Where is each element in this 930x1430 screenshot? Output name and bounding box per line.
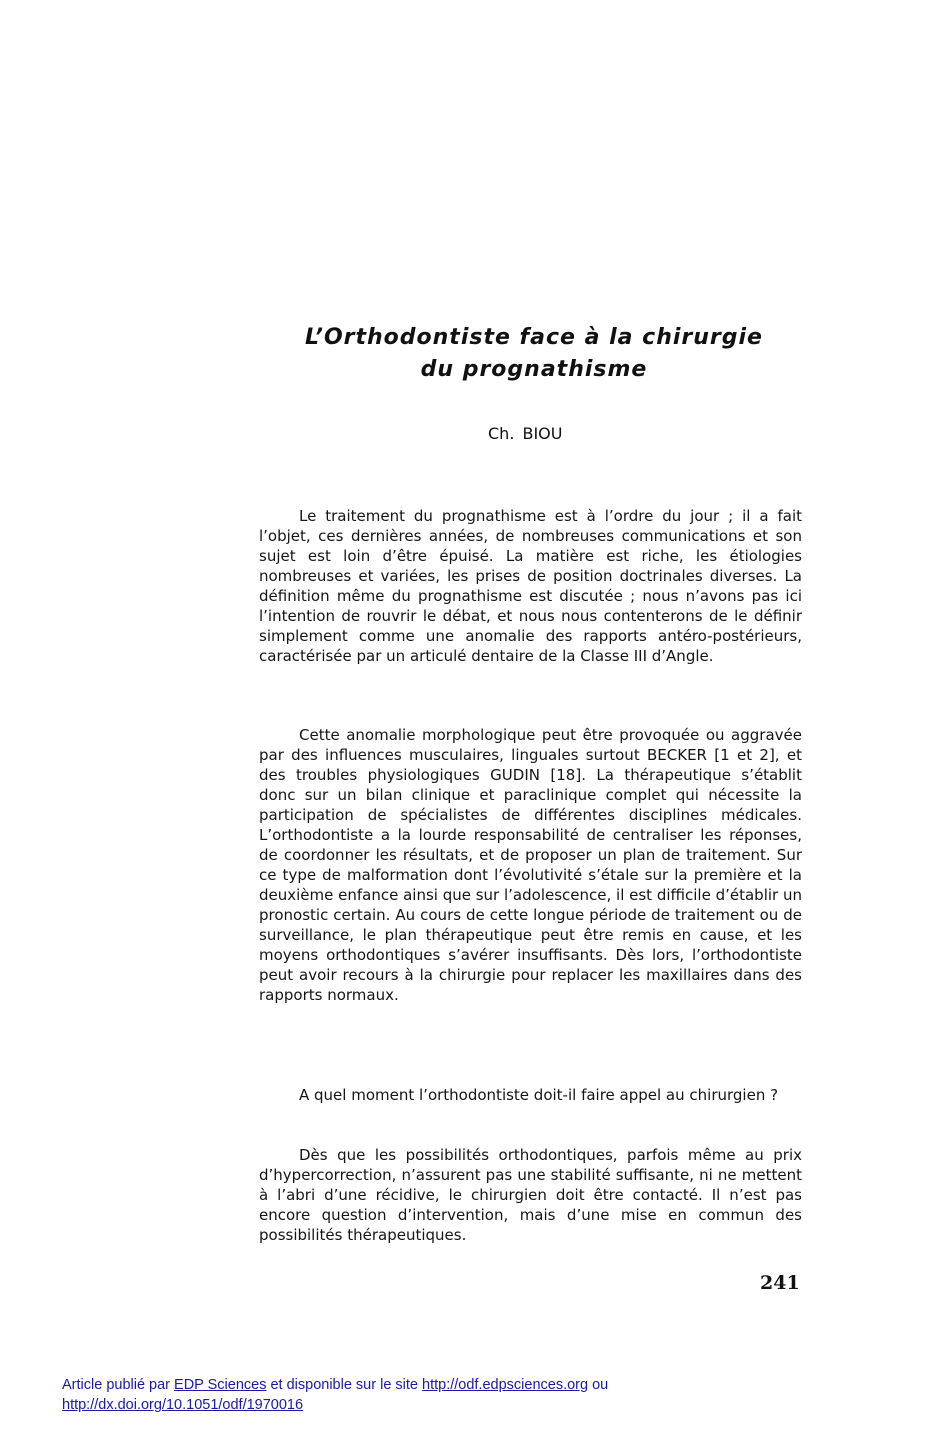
journal-site-link[interactable]: http://odf.edpsciences.org — [422, 1377, 589, 1393]
article-title-line-2: du prognathisme — [420, 357, 648, 382]
doi-link[interactable]: http://dx.doi.org/10.1051/odf/1970016 — [62, 1397, 304, 1413]
publisher-footer — [62, 1375, 902, 1415]
footer-line-2 — [62, 1395, 902, 1415]
article-author: Ch. BIOU — [488, 424, 563, 443]
footer-line-1 — [62, 1375, 902, 1395]
body-paragraph: Cette anomalie morphologique peut être provoquée ou aggravée par des influences musculaires, linguales surtout BECKER [1 et 2], et des troubles physiologiques GUDIN [18]. La thérapeutique s’établit donc sur un bilan clinique et paraclinique complet qui nécessite la participation de spécialistes de différentes disciplines médicales. L’orthodontiste a la lourde responsabilité de centraliser les réponses, de coordonner les résultats, et de proposer un plan de traitement. Sur ce type de malformation dont l’évolutivité s’étale sur la première et la deuxième enfance ainsi que sur l’adolescence, il est difficile d’établir un pronostic certain. Au cours de cette longue période de traitement ou de surveillance, le plan thérapeutique peut être remis en cause, et les moyens orthodontiques s’avérer insuffisants. Dès lors, l’orthodontiste peut avoir recours à la chirurgie pour replacer les maxillaires dans des rapports normaux. — [259, 726, 802, 1004]
body-paragraph: A quel moment l’orthodontiste doit-il faire appel au chirurgien ? — [299, 1086, 779, 1104]
article-title-line-1: L’Orthodontiste face à la chirurgie — [305, 325, 763, 350]
body-paragraph: Le traitement du prognathisme est à l’ordre du jour ; il a fait l’objet, ces dernières années, de nombreuses communications et son sujet est loin d’être épuisé. La matière est riche, les étiologies nombreuses et variées, les prises de position doctrinales diverses. La définition même du prognathisme est discutée ; nous n’avons pas ici l’intention de rouvrir le débat, et nous nous contenterons de le définir simplement comme une anomalie des rapports antéro-postérieurs, caractérisée par un articulé dentaire de la Classe III d’Angle. — [259, 507, 802, 665]
footer-text: et disponible sur le site — [266, 1377, 423, 1393]
body-paragraph: Dès que les possibilités orthodontiques, parfois même au prix d’hypercorrection, n’assurent pas une stabilité suffisante, ni ne mettent à l’abri d’une récidive, le chirurgien doit être contacté. Il n’est pas encore question d’intervention, mais d’une mise en commun des possibilités thérapeutiques. — [259, 1146, 802, 1244]
footer-text: Article publié par — [62, 1377, 175, 1393]
footer-text: ou — [588, 1377, 609, 1393]
edp-sciences-link[interactable]: EDP Sciences — [174, 1377, 267, 1393]
page-number: 241 — [760, 1272, 800, 1294]
